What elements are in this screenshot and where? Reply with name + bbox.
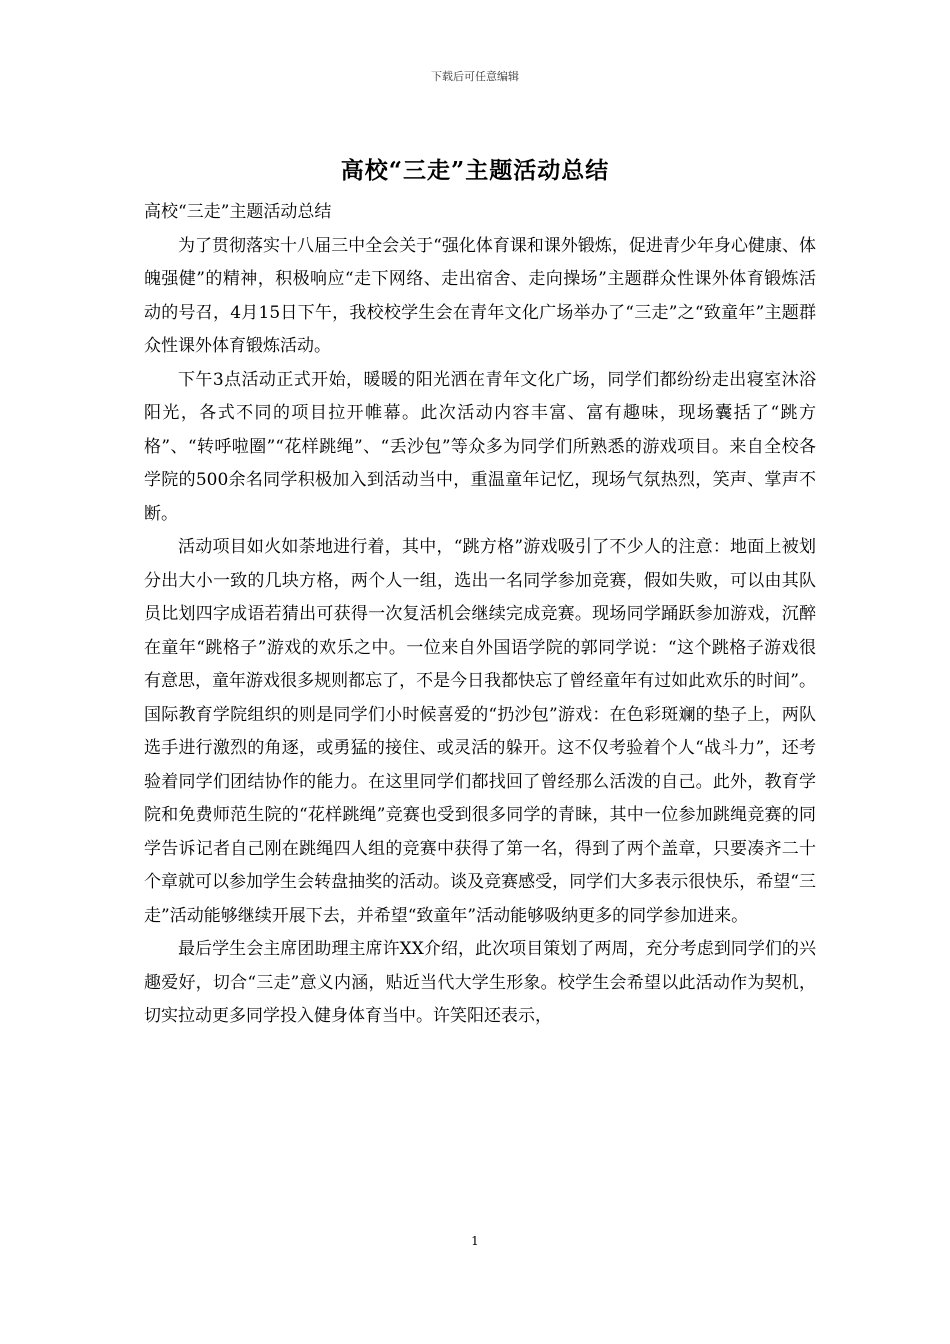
document-subtitle: 高校“三走”主题活动总结 xyxy=(144,202,332,222)
body-paragraph: 下午3点活动正式开始，暖暖的阳光洒在青年文化广场，同学们都纷纷走出寝室沐浴阳光，各式不同的项目拉开帷幕。此次活动内容丰富、富有趣味，现场囊括了“跳方格”、“转呼啦圈”“花样跳绳”、“丢沙包”等众多为同学们所熟悉的游戏项目。来自全校各学院的500余名同学积极加入到活动当中，重温童年记忆，现场气氛热烈，笑声、掌声不断。 xyxy=(144,369,816,524)
document-body xyxy=(144,196,816,1034)
document-title: 高校“三走”主题活动总结 xyxy=(340,157,610,184)
header-note: 下载后可任意编辑 xyxy=(431,70,519,83)
body-paragraph: 最后学生会主席团助理主席许XX介绍，此次项目策划了两周，充分考虑到同学们的兴趣爱好，切合“三走”意义内涵，贴近当代大学生形象。校学生会希望以此活动作为契机，切实拉动更多同学投入健身体育当中。许笑阳还表示， xyxy=(144,939,816,1026)
body-paragraph: 活动项目如火如荼地进行着，其中，“跳方格”游戏吸引了不少人的注意：地面上被划分出大小一致的几块方格，两个人一组，选出一名同学参加竞赛，假如失败，可以由其队员比划四字成语若猜出可获得一次复活机会继续完成竞赛。现场同学踊跃参加游戏，沉醉在童年“跳格子”游戏的欢乐之中。一位来自外国语学院的郭同学说：“这个跳格子游戏很有意思，童年游戏很多规则都忘了，不是今日我都快忘了曾经童年有过如此欢乐的时间”。国际教育学院组织的则是同学们小时候喜爱的“扔沙包”游戏：在色彩斑斓的垫子上，两队选手进行激烈的角逐，或勇猛的接住、或灵活的躲开。这不仅考验着个人“战斗力”，还考验着同学们团结协作的能力。在这里同学们都找回了曾经那么活泼的自己。此外，教育学院和免费师范生院的“花样跳绳”竞赛也受到很多同学的青睐，其中一位参加跳绳竞赛的同学告诉记者自己刚在跳绳四人组的竞赛中获得了第一名，得到了两个盖章，只要凑齐二十个章就可以参加学生会转盘抽奖的活动。谈及竞赛感受，同学们大多表示很快乐，希望“三走”活动能够继续开展下去，并希望“致童年”活动能够吸纳更多的同学参加进来。 xyxy=(144,537,816,926)
page-number: 1 xyxy=(471,1234,479,1248)
body-paragraph: 为了贯彻落实十八届三中全会关于“强化体育课和课外锻炼，促进青少年身心健康、体魄强健”的精神，积极响应“走下网络、走出宿舍、走向操场”主题群众性课外体育锻炼活动的号召，4月15日下午，我校校学生会在青年文化广场举办了“三走”之“致童年”主题群众性课外体育锻炼活动。 xyxy=(144,235,816,356)
